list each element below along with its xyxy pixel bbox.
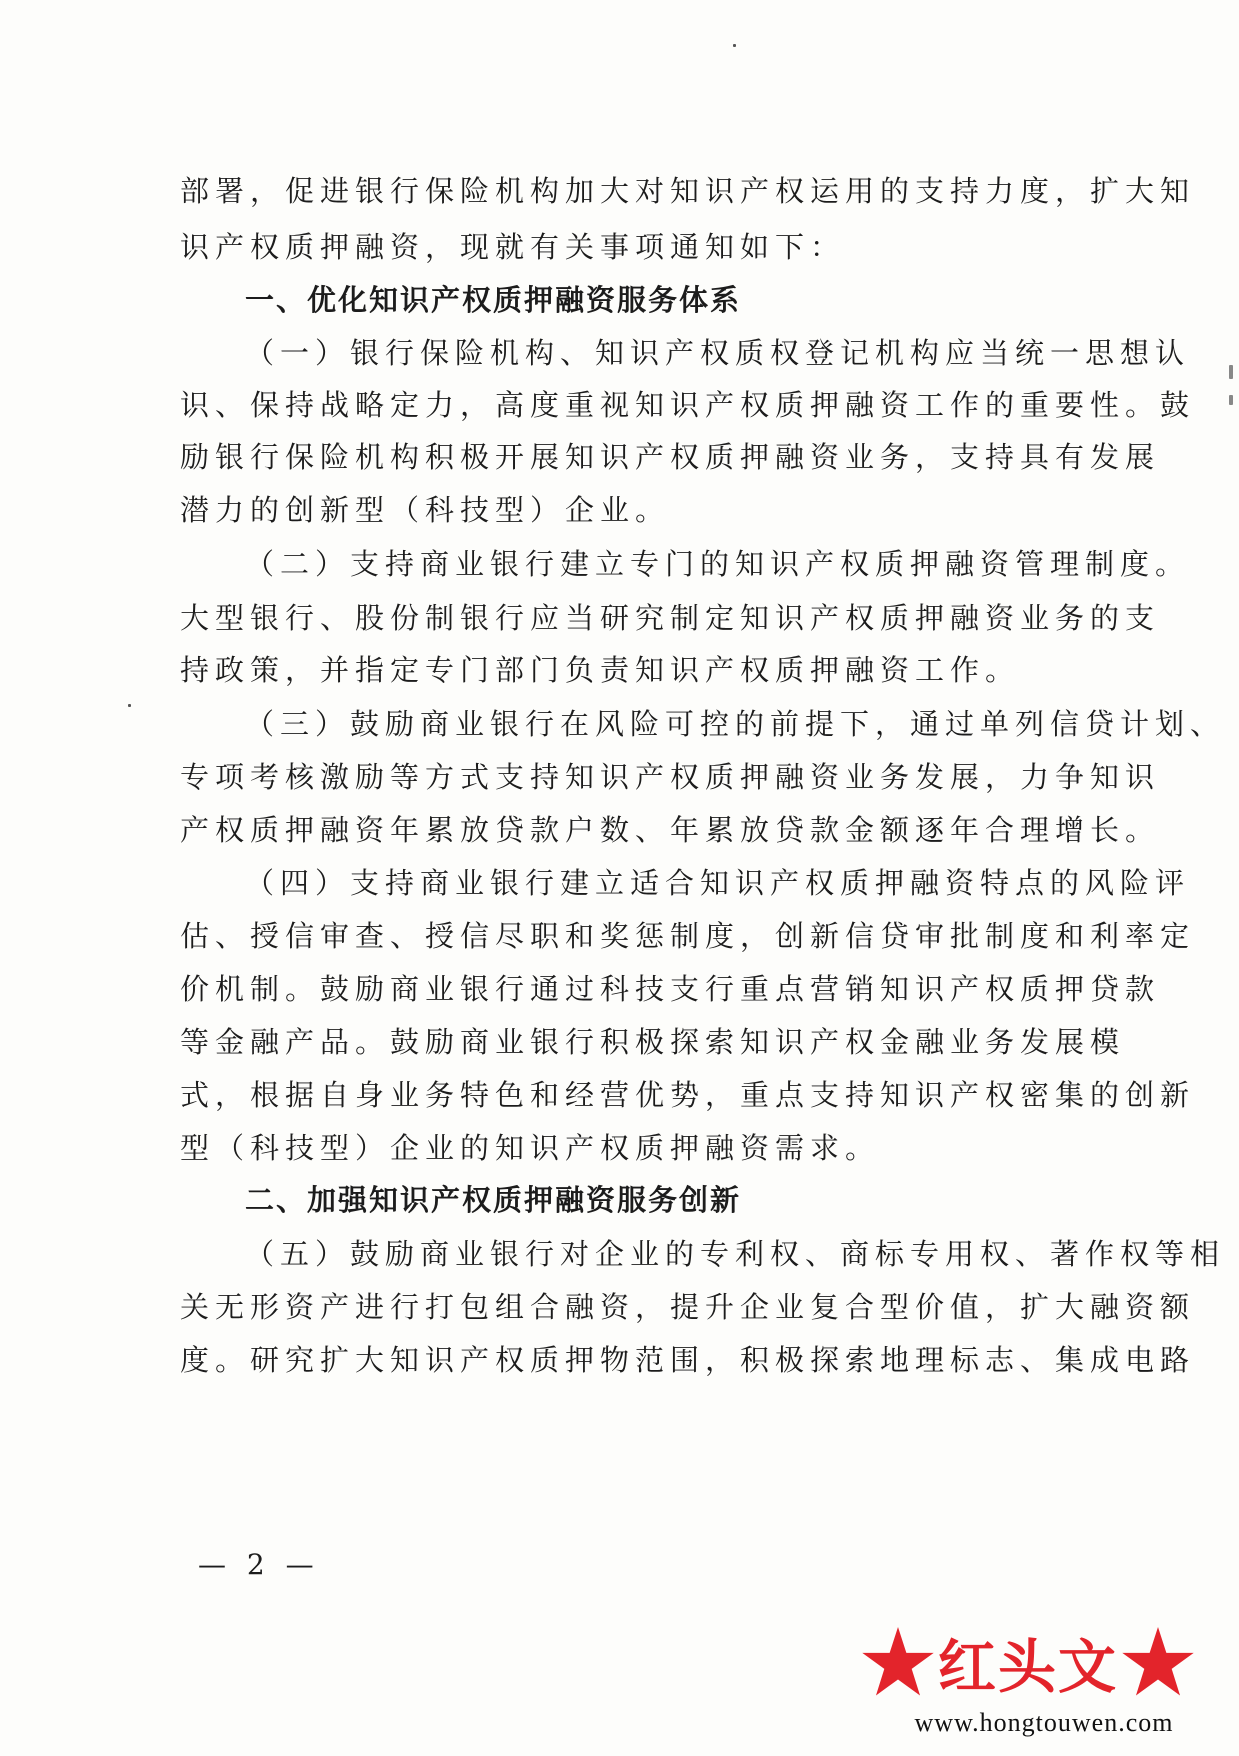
body-line: （五）鼓励商业银行对企业的专利权、商标专用权、著作权等相 (245, 1237, 1226, 1271)
body-line: 型（科技型）企业的知识产权质押融资需求。 (180, 1131, 881, 1165)
body-line: （一）银行保险机构、知识产权质权登记机构应当统一思想认 (245, 336, 1191, 370)
body-line: 等金融产品。鼓励商业银行积极探索知识产权金融业务发展模 (180, 1025, 1126, 1059)
body-line: （二）支持商业银行建立专门的知识产权质押融资管理制度。 (245, 547, 1191, 581)
body-line: （三）鼓励商业银行在风险可控的前提下，通过单列信贷计划、 (245, 707, 1226, 741)
body-line: 潜力的创新型（科技型）企业。 (180, 493, 671, 527)
body-line: 专项考核激励等方式支持知识产权质押融资业务发展，力争知识 (180, 760, 1161, 794)
scan-speck (128, 704, 131, 707)
watermark-row (860, 1622, 1228, 1702)
scan-speck (733, 44, 736, 47)
star-icon (860, 1624, 936, 1700)
body-line: 持政策，并指定专门部门负责知识产权质押融资工作。 (180, 653, 1021, 687)
scan-edge-mark (1229, 395, 1233, 405)
body-line: 励银行保险机构积极开展知识产权质押融资业务，支持具有发展 (180, 440, 1161, 474)
body-line: 关无形资产进行打包组合融资，提升企业复合型价值，扩大融资额 (180, 1290, 1196, 1324)
watermark-text: 红头文 (938, 1633, 1119, 1701)
scan-edge-mark (1229, 365, 1233, 379)
star-icon (1120, 1624, 1196, 1700)
body-line: 度。研究扩大知识产权质押物范围，积极探索地理标志、集成电路 (180, 1343, 1196, 1377)
watermark-url: www.hongtouwen.com (914, 1708, 1174, 1737)
section-heading: 一、优化知识产权质押融资服务体系 (245, 283, 742, 317)
body-line: 识产权质押融资，现就有关事项通知如下： (180, 230, 846, 264)
body-line: 价机制。鼓励商业银行通过科技支行重点营销知识产权质押贷款 (180, 972, 1161, 1006)
body-line: （四）支持商业银行建立适合知识产权质押融资特点的风险评 (245, 866, 1191, 900)
body-line: 产权质押融资年累放贷款户数、年累放贷款金额逐年合理增长。 (180, 813, 1161, 847)
body-line: 识、保持战略定力，高度重视知识产权质押融资工作的重要性。鼓 (180, 388, 1196, 422)
section-heading: 二、加强知识产权质押融资服务创新 (245, 1183, 742, 1217)
body-line: 估、授信审查、授信尽职和奖惩制度，创新信贷审批制度和利率定 (180, 919, 1196, 953)
body-line: 大型银行、股份制银行应当研究制定知识产权质押融资业务的支 (180, 601, 1161, 635)
body-line: 式，根据自身业务特色和经营优势，重点支持知识产权密集的创新 (180, 1078, 1196, 1112)
site-watermark (860, 1622, 1228, 1748)
page-number: — 2 — (198, 1548, 320, 1581)
body-line: 部署，促进银行保险机构加大对知识产权运用的支持力度，扩大知 (180, 174, 1196, 208)
